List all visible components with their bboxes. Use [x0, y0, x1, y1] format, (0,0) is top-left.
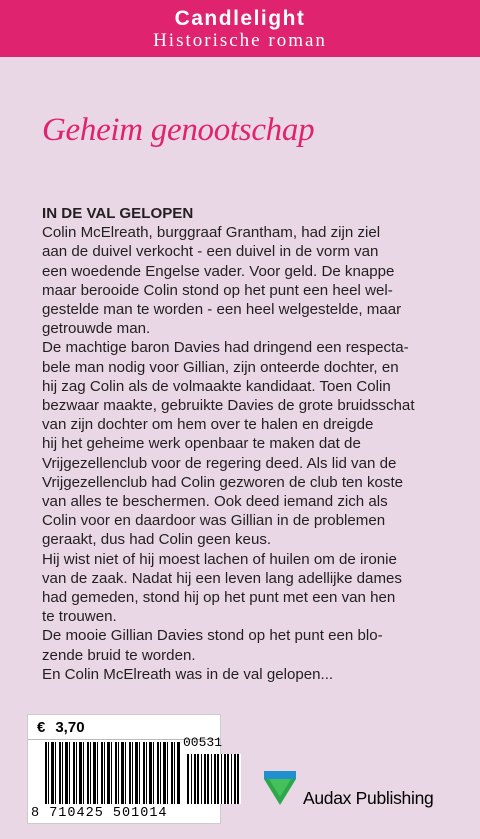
blurb-line: Colin voor en daardoor was Gillian in de problemen — [42, 512, 386, 530]
blurb-line: Vrijgezellenclub had Colin gezworen de club ten koste — [42, 473, 404, 491]
blurb-line: hij het geheime werk openbaar te maken dat de — [42, 435, 361, 453]
ean-number: 8 710425 501014 — [31, 806, 168, 821]
blurb-line: De machtige baron Davies had dringend een respecta- — [42, 339, 409, 357]
currency-symbol: € — [37, 719, 46, 736]
blurb-line: Hij wist niet of hij moest lachen of huilen om de ironie — [42, 550, 397, 568]
publisher-name: Audax Publishing — [303, 788, 434, 808]
blurb-line: bele man nodig voor Gillian, zijn onteerde dochter, en — [42, 358, 399, 376]
blurb-line: had gemeden, stond hij op het punt met een van hen — [42, 589, 396, 607]
series-banner — [0, 0, 480, 57]
blurb-line: maar berooide Colin stond op het punt een heel wel- — [42, 281, 393, 299]
blurb-line: geraakt, dus had Colin geen keus. — [42, 531, 272, 549]
addon-barcode-bars — [187, 754, 241, 804]
blurb-line: aan de duivel verkocht - een duivel in de vorm van — [42, 243, 379, 261]
back-cover-blurb — [42, 204, 472, 684]
price-label — [37, 719, 85, 736]
blurb-line: van alles te beschermen. Ook deed iemand zich als — [42, 493, 388, 511]
blurb-line: van zijn dochter om hem over te halen en dreigde — [42, 416, 374, 434]
blurb-line: hij zag Colin als de volmaakte kandidaat. Toen Colin — [42, 377, 391, 395]
series-brand: Candlelight — [174, 7, 306, 30]
blurb-line: En Colin McElreath was in de val gelopen... — [42, 665, 334, 683]
ean-barcode-bars — [45, 742, 181, 804]
blurb-heading: IN DE VAL GELOPEN — [42, 205, 194, 222]
series-subtitle: Historische roman — [153, 30, 327, 51]
audax-triangle-logo-icon — [263, 770, 297, 806]
publisher-block — [263, 770, 463, 810]
addon-number: 00531 — [183, 735, 223, 750]
blurb-line: bezwaar maakte, gebruikte Davies de grote bruidsschat — [42, 397, 415, 415]
price-amount: 3,70 — [55, 719, 85, 736]
blurb-line: te trouwen. — [42, 608, 117, 626]
blurb-line: De mooie Gillian Davies stond op het punt een blo- — [42, 627, 383, 645]
blurb-line: een woedende Engelse vader. Voor geld. De knappe — [42, 262, 395, 280]
blurb-line: gestelde man te worden - een heel welgestelde, maar — [42, 301, 402, 319]
blurb-line: Colin McElreath, burggraaf Grantham, had zijn ziel — [42, 224, 381, 242]
blurb-line: zende bruid te worden. — [42, 646, 196, 664]
blurb-line: getrouwde man. — [42, 320, 151, 338]
blurb-line: van de zaak. Nadat hij een leven lang adellijke dames — [42, 569, 402, 587]
blurb-line: Vrijgezellenclub voor de regering deed. Als lid van de — [42, 454, 397, 472]
book-title: Geheim genootschap — [42, 112, 315, 148]
